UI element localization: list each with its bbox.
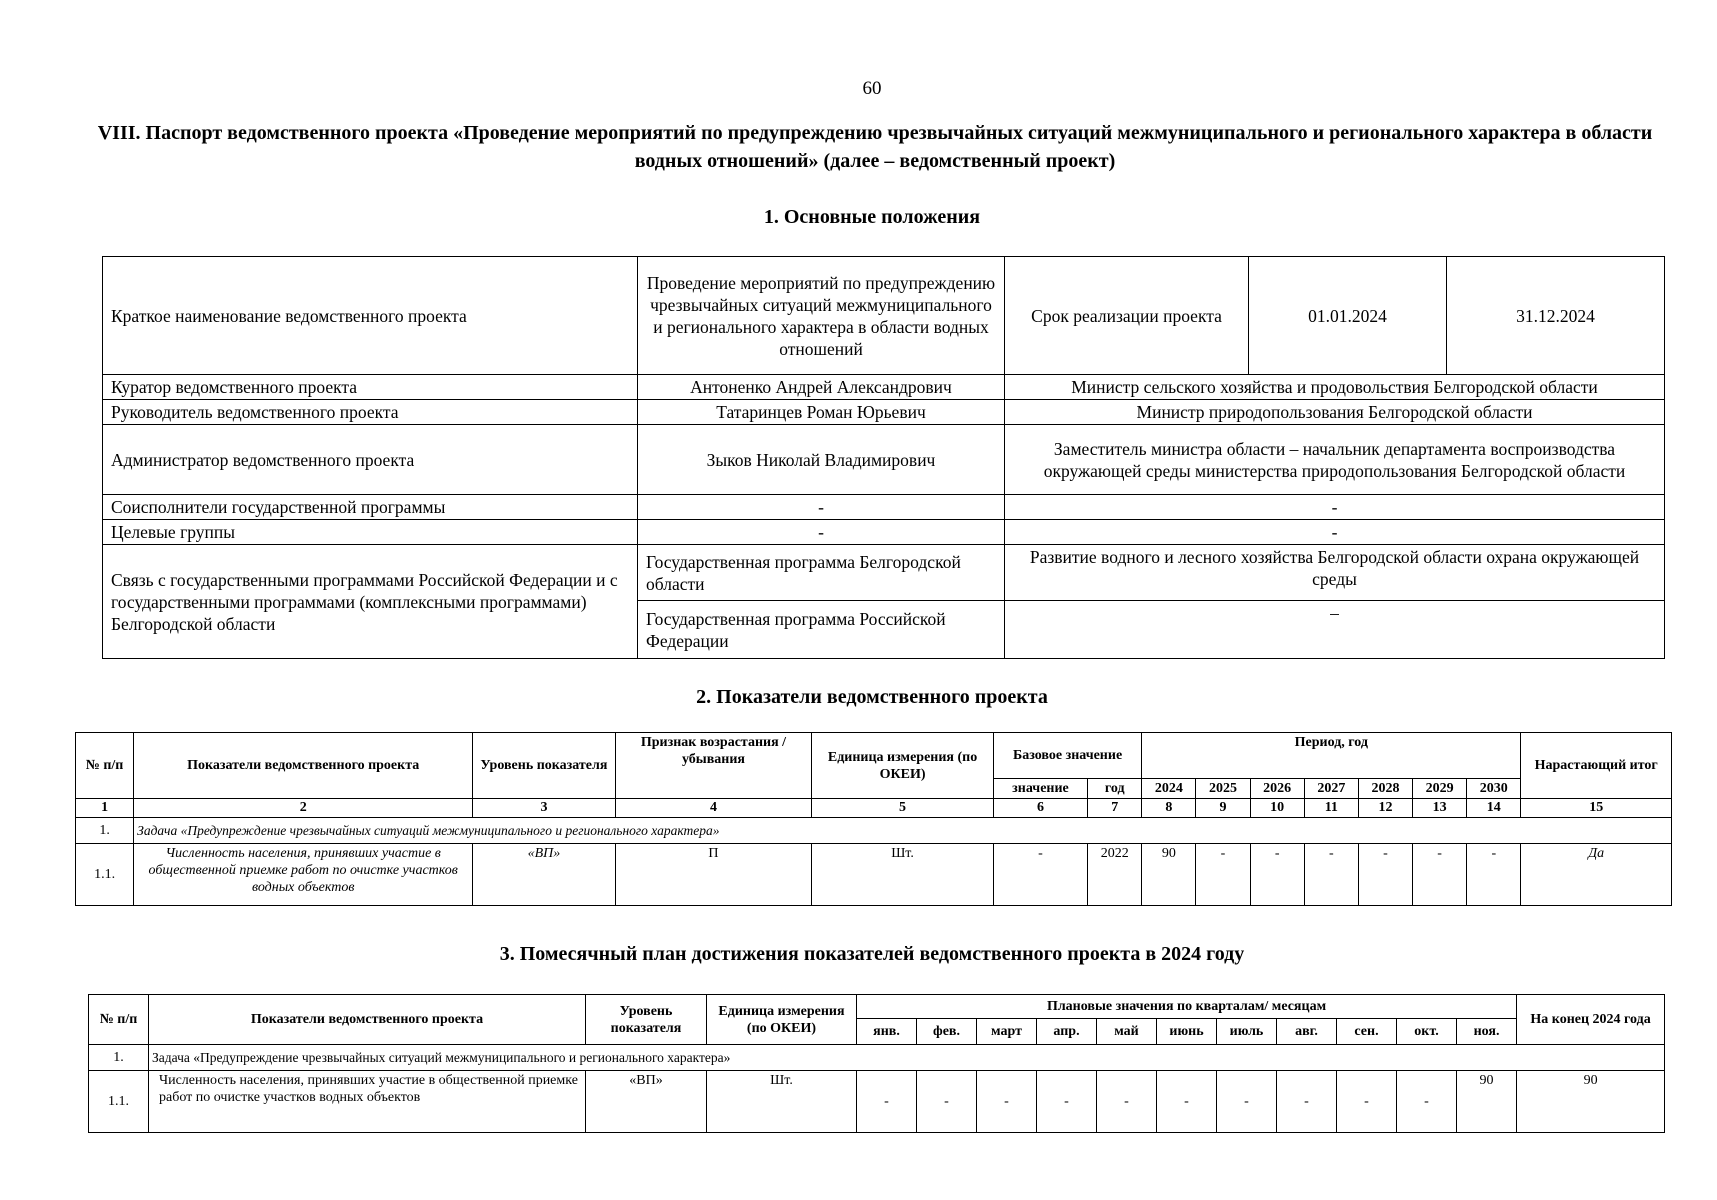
col-month-header: июнь (1157, 1019, 1217, 1045)
curator-label: Куратор ведомственного проекта (103, 375, 638, 400)
col-month-header: сен. (1337, 1019, 1397, 1045)
row-unit: Шт. (812, 844, 994, 906)
column-index: 15 (1521, 799, 1672, 818)
column-index: 4 (615, 799, 812, 818)
short-name-value: Проведение мероприятий по предупреждению чрезвычайных ситуаций межмуниципального и регионального характера в области водных отношений (638, 257, 1005, 375)
row-month-value: - (1097, 1071, 1157, 1133)
document-title: VIII. Паспорт ведомственного проекта «Проведение мероприятий по предупреждению чрезвычайных ситуаций межмуниципального и регионального характера в области водных отношений» (далее – ведомственный проект) (97, 122, 1653, 172)
col-cumulative-header: Нарастающий итог (1521, 733, 1672, 799)
row-month-value: - (1277, 1071, 1337, 1133)
task-row (89, 1045, 1665, 1071)
indicator-row (76, 844, 1672, 906)
admin-label: Администратор ведомственного проекта (103, 425, 638, 495)
col-year-header: 2029 (1413, 779, 1467, 799)
col-month-header: июль (1217, 1019, 1277, 1045)
col-unit-header: Единица измерения (по ОКЕИ) (707, 995, 857, 1045)
coexec-position: - (1005, 495, 1665, 520)
col-level-header: Уровень показателя (586, 995, 707, 1045)
monthly-plan-table (88, 994, 1665, 1133)
coexec-label: Соисполнители государственной программы (103, 495, 638, 520)
col-year-header: 2030 (1467, 779, 1521, 799)
task-text: Задача «Предупреждение чрезвычайных ситуаций межмуниципального и регионального характера» (134, 818, 1672, 844)
row-year-value: - (1413, 844, 1467, 906)
coexec-name: - (638, 495, 1005, 520)
row-month-value: - (1397, 1071, 1457, 1133)
column-index: 13 (1413, 799, 1467, 818)
row-indicator: Численность населения, принявших участие в общественной приемке работ по очистке участков водных объектов (149, 1071, 586, 1133)
row-month-value: - (1217, 1071, 1277, 1133)
main-provisions-table (102, 256, 1665, 659)
section-2-heading: 2. Показатели ведомственного проекта (696, 686, 1048, 708)
col-month-header: май (1097, 1019, 1157, 1045)
column-index: 9 (1196, 799, 1250, 818)
row-base-year: 2022 (1088, 844, 1142, 906)
row-indicator: Численность населения, принявших участие в общественной приемке работ по очистке участков водных объектов (134, 844, 473, 906)
link-rf-label: Государственная программа Российской Федерации (638, 601, 1005, 659)
section-3-heading: 3. Помесячный план достижения показателей ведомственного проекта в 2024 году (499, 943, 1245, 965)
col-base-year-header: год (1088, 779, 1142, 799)
column-index: 7 (1088, 799, 1142, 818)
col-year-header: 2028 (1358, 779, 1412, 799)
row-level: «ВП» (473, 844, 615, 906)
row-year-value: - (1304, 844, 1358, 906)
row-year-value: - (1250, 844, 1304, 906)
row-num: 1.1. (89, 1071, 149, 1133)
row-num: 1.1. (76, 844, 134, 906)
indicators-table (75, 732, 1672, 906)
row-month-value: 90 (1457, 1071, 1517, 1133)
column-index: 11 (1304, 799, 1358, 818)
col-level-header: Уровень показателя (473, 733, 615, 799)
row-level: «ВП» (586, 1071, 707, 1133)
col-year-header: 2024 (1142, 779, 1196, 799)
page-number: 60 (862, 78, 882, 99)
column-index-row (76, 799, 1672, 818)
curator-position: Министр сельского хозяйства и продовольствия Белгородской области (1005, 375, 1665, 400)
plan-row (89, 1071, 1665, 1133)
col-base-value-header: значение (993, 779, 1087, 799)
term-start: 01.01.2024 (1249, 257, 1447, 375)
term-end: 31.12.2024 (1447, 257, 1665, 375)
row-month-value: - (917, 1071, 977, 1133)
section-1-heading: 1. Основные положения (763, 206, 981, 228)
column-index: 3 (473, 799, 615, 818)
row-month-value: - (1037, 1071, 1097, 1133)
column-index: 1 (76, 799, 134, 818)
row-base-value: - (993, 844, 1087, 906)
link-rf-value: – (1005, 601, 1665, 659)
admin-name: Зыков Николай Владимирович (638, 425, 1005, 495)
col-num-header: № п/п (89, 995, 149, 1045)
col-month-header: окт. (1397, 1019, 1457, 1045)
col-month-header: ноя. (1457, 1019, 1517, 1045)
row-year-value: - (1358, 844, 1412, 906)
link-label: Связь с государственными программами Российской Федерации и с государственными программами (комплексными программами) Белгородской области (103, 545, 638, 659)
link-region-label: Государственная программа Белгородской области (638, 545, 1005, 601)
col-year-header: 2025 (1196, 779, 1250, 799)
col-num-header: № п/п (76, 733, 134, 799)
column-index: 2 (134, 799, 473, 818)
row-year-value: 90 (1142, 844, 1196, 906)
row-month-value: - (977, 1071, 1037, 1133)
col-trend-header: Признак возрастания / убывания (615, 733, 812, 799)
col-indicator-header: Показатели ведомственного проекта (149, 995, 586, 1045)
col-indicator-header: Показатели ведомственного проекта (134, 733, 473, 799)
task-text: Задача «Предупреждение чрезвычайных ситуаций межмуниципального и регионального характера» (149, 1045, 1665, 1071)
row-month-value: - (857, 1071, 917, 1133)
row-end-of-year: 90 (1517, 1071, 1665, 1133)
row-unit: Шт. (707, 1071, 857, 1133)
col-month-header: янв. (857, 1019, 917, 1045)
col-year-header: 2026 (1250, 779, 1304, 799)
row-trend: П (615, 844, 812, 906)
short-name-label: Краткое наименование ведомственного проекта (103, 257, 638, 375)
task-row (76, 818, 1672, 844)
term-label: Срок реализации проекта (1005, 257, 1249, 375)
col-period-header: Период, год (1142, 733, 1521, 779)
task-num: 1. (76, 818, 134, 844)
target-position: - (1005, 520, 1665, 545)
col-month-header: март (977, 1019, 1037, 1045)
col-month-header: апр. (1037, 1019, 1097, 1045)
task-num: 1. (89, 1045, 149, 1071)
link-region-value: Развитие водного и лесного хозяйства Белгородской области охрана окружающей среды (1005, 545, 1665, 601)
row-month-value: - (1337, 1071, 1397, 1133)
column-index: 6 (993, 799, 1087, 818)
col-base-header: Базовое значение (993, 733, 1141, 779)
row-year-value: - (1196, 844, 1250, 906)
column-index: 10 (1250, 799, 1304, 818)
row-month-value: - (1157, 1071, 1217, 1133)
column-index: 14 (1467, 799, 1521, 818)
head-position: Министр природопользования Белгородской области (1005, 400, 1665, 425)
head-name: Татаринцев Роман Юрьевич (638, 400, 1005, 425)
column-index: 12 (1358, 799, 1412, 818)
col-year-header: 2027 (1304, 779, 1358, 799)
col-unit-header: Единица измерения (по ОКЕИ) (812, 733, 994, 799)
col-end-of-year-header: На конец 2024 года (1517, 995, 1665, 1045)
target-name: - (638, 520, 1005, 545)
curator-name: Антоненко Андрей Александрович (638, 375, 1005, 400)
admin-position: Заместитель министра области – начальник департамента воспроизводства окружающей среды министерства природопользования Белгородской области (1005, 425, 1665, 495)
col-month-header: фев. (917, 1019, 977, 1045)
row-year-value: - (1467, 844, 1521, 906)
head-label: Руководитель ведомственного проекта (103, 400, 638, 425)
row-cumulative: Да (1521, 844, 1672, 906)
col-month-header: авг. (1277, 1019, 1337, 1045)
col-planned-header: Плановые значения по кварталам/ месяцам (857, 995, 1517, 1019)
column-index: 5 (812, 799, 994, 818)
target-label: Целевые группы (103, 520, 638, 545)
column-index: 8 (1142, 799, 1196, 818)
